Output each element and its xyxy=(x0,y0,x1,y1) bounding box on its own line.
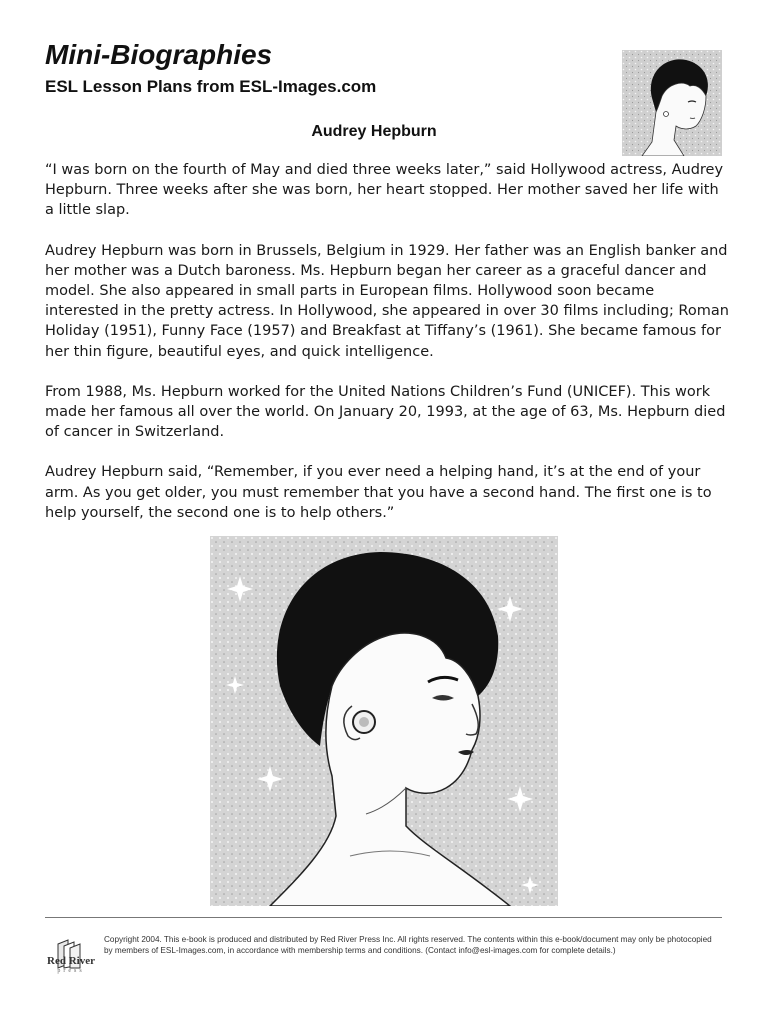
paragraph-career: Audrey Hepburn was born in Brussels, Belgium in 1929. Her father was an English banker and her mother was a Dutch baroness. Ms. Hepburn began her career as a graceful dancer and model. She also appeared in small parts in European films. Hollywood soon became interested in the pretty actress. In Hollywood, she appeared in over 30 films including; Roman Holiday (1951), Funny Face (1957) and Breakfast at Tiffany’s (1961). She became famous for her thin figure, beautiful eyes, and quick intelligence. xyxy=(45,242,729,360)
article-title: Audrey Hepburn xyxy=(311,123,437,140)
paragraph-intro: “I was born on the fourth of May and died three weeks later,” said Hollywood actress, Audrey Hepburn. Three weeks after she was born, her heart stopped. Her mother saved her life with a little slap. xyxy=(45,162,724,219)
copyright-notice: Copyright 2004. This e-book is produced and distributed by Red River Press Inc. All rights reserved. The contents within this e-book/document may only be photocopied by members of ESL-Images.com, in accordance with membership terms and conditions. (Contact info@esl-images.com for complete details.) xyxy=(104,935,712,955)
logo-name: Red River xyxy=(47,955,95,967)
audrey-hepburn-portrait xyxy=(210,536,558,906)
logo-subtext: press xyxy=(57,968,85,974)
page-subtitle: ESL Lesson Plans from ESL-Images.com xyxy=(45,77,377,96)
paragraph-quote: Audrey Hepburn said, “Remember, if you ever need a helping hand, it’s at the end of your arm. As you get older, you must remember that you have a second hand. The first one is to help yourself, the second one is to help others.” xyxy=(45,464,712,521)
biography-body xyxy=(45,160,730,543)
page-title: Mini-Biographies xyxy=(45,39,273,70)
footer-divider xyxy=(45,917,722,918)
paragraph-unicef: From 1988, Ms. Hepburn worked for the United Nations Children’s Fund (UNICEF). This work made her famous all over the world. On January 20, 1993, at the age of 63, Ms. Hepburn died of cancer in Switzerland. xyxy=(45,383,726,441)
